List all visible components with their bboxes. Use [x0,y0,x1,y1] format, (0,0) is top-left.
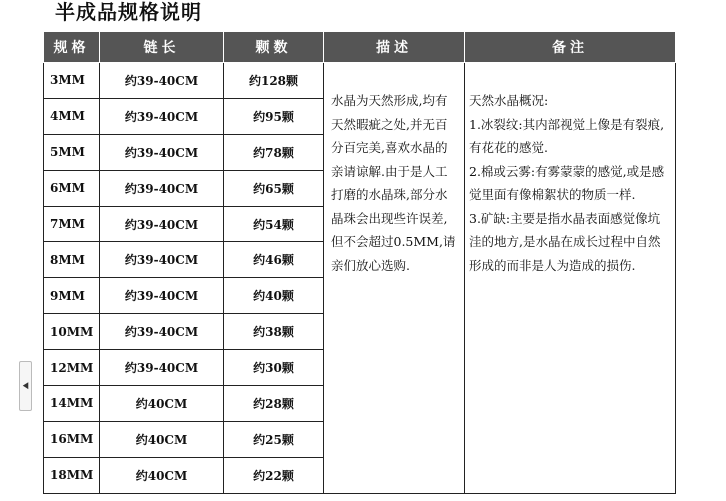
header-notes: 备注 [465,32,676,63]
note-line: 1.冰裂纹:其内部视觉上像是有裂痕,有花花的感觉. [469,116,665,155]
cell-count: 约128颗 [224,63,324,99]
cell-length: 约39-40CM [100,170,224,206]
cell-count: 约30颗 [224,350,324,386]
cell-count: 约38颗 [224,314,324,350]
cell-size: 18MM [44,457,100,493]
description-text: 水晶为天然形成,均有天然暇疵之处,并无百分百完美,喜欢水晶的亲请谅解.由于是人工打磨的水晶珠,部分水晶珠会出现些许误差,但不会超过0.5MM,请亲们放心选购. [331,93,456,273]
cell-size: 6MM [44,170,100,206]
side-collapse-handle[interactable] [19,361,32,411]
header-count: 颗数 [224,32,324,63]
cell-size: 7MM [44,206,100,242]
cell-size: 16MM [44,421,100,457]
cell-size: 10MM [44,314,100,350]
table-header-row [44,32,676,63]
note-line: 2.棉或云雾:有雾蒙蒙的感觉,或是感觉里面有像棉絮状的物质一样. [469,163,665,202]
cell-count: 约40颗 [224,278,324,314]
cell-length: 约39-40CM [100,350,224,386]
cell-length: 约40CM [100,421,224,457]
cell-length: 约39-40CM [100,206,224,242]
header-description: 描述 [324,32,465,63]
spec-table-body [44,63,676,494]
note-line: 天然水晶概况: [469,93,549,108]
cell-size: 3MM [44,63,100,99]
cell-length: 约39-40CM [100,314,224,350]
page-title: 半成品规格说明 [55,0,202,24]
cell-count: 约54颗 [224,206,324,242]
cell-size: 14MM [44,386,100,422]
cell-size: 4MM [44,98,100,134]
left-arrow-icon: ◀ [22,381,29,391]
spec-table [43,31,676,494]
table-row [44,63,676,99]
cell-length: 约39-40CM [100,98,224,134]
cell-count: 约25颗 [224,421,324,457]
cell-count: 约78颗 [224,134,324,170]
cell-count: 约95颗 [224,98,324,134]
cell-count: 约22颗 [224,457,324,493]
cell-length: 约39-40CM [100,63,224,99]
cell-length: 约40CM [100,457,224,493]
cell-count: 约46颗 [224,242,324,278]
cell-length: 约39-40CM [100,134,224,170]
note-line: 3.矿缺:主要是指水晶表面感觉像坑洼的地方,是水晶在成长过程中自然形成的而非是人为造成的损伤. [469,210,661,273]
cell-length: 约39-40CM [100,278,224,314]
cell-count: 约28颗 [224,386,324,422]
cell-length: 约39-40CM [100,242,224,278]
header-length: 链长 [100,32,224,63]
cell-size: 5MM [44,134,100,170]
cell-count: 约65颗 [224,170,324,206]
cell-size: 12MM [44,350,100,386]
cell-size: 8MM [44,242,100,278]
cell-size: 9MM [44,278,100,314]
notes-cell [465,63,676,494]
description-cell [324,63,465,494]
header-size: 规格 [44,32,100,63]
cell-length: 约40CM [100,386,224,422]
